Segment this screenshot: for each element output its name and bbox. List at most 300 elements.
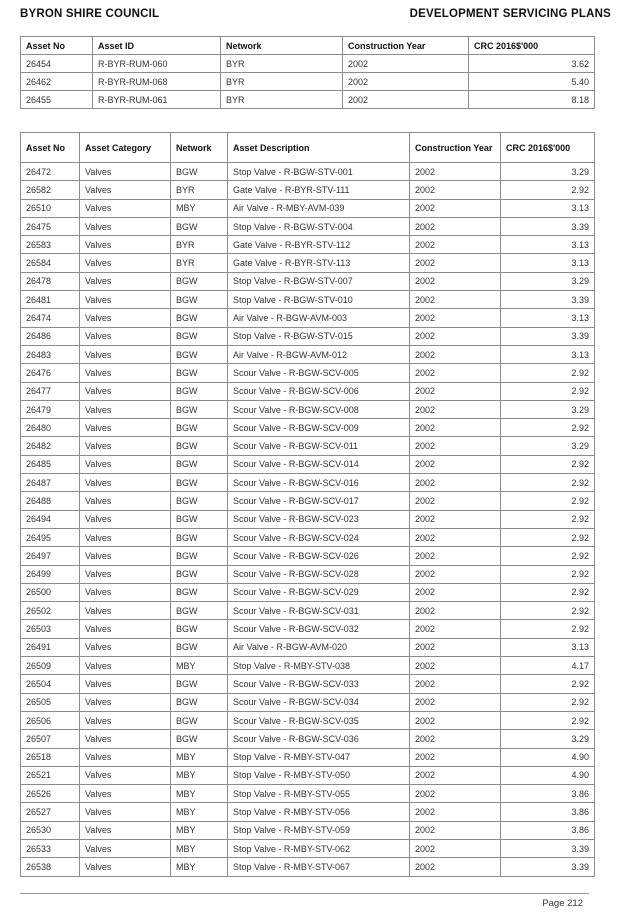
table-cell: 3.29 — [501, 437, 595, 455]
table-cell: Scour Valve - R-BGW-SCV-016 — [228, 474, 410, 492]
table-cell: 5.40 — [469, 73, 595, 91]
table-cell: BGW — [171, 217, 228, 235]
table-cell: 26483 — [21, 345, 80, 363]
table-cell: 2002 — [410, 437, 501, 455]
table-row — [21, 858, 595, 876]
table-cell: Scour Valve - R-BGW-SCV-035 — [228, 711, 410, 729]
table-cell: Stop Valve - R-BGW-STV-015 — [228, 327, 410, 345]
table-row — [21, 766, 595, 784]
table-cell: Stop Valve - R-BGW-STV-007 — [228, 272, 410, 290]
table-cell: BGW — [171, 620, 228, 638]
table-row — [21, 437, 595, 455]
table-cell: 3.13 — [501, 236, 595, 254]
table-cell: BGW — [171, 474, 228, 492]
table-cell: 26495 — [21, 528, 80, 546]
column-header: CRC 2016$'000 — [501, 133, 595, 163]
table-cell: 2002 — [410, 345, 501, 363]
table-cell: 26472 — [21, 163, 80, 181]
table-cell: BYR — [221, 73, 343, 91]
table-cell: MBY — [171, 748, 228, 766]
table-cell: 26538 — [21, 858, 80, 876]
table-cell: 26509 — [21, 657, 80, 675]
table-row — [21, 236, 595, 254]
table-cell: 2002 — [410, 839, 501, 857]
table-cell: 3.13 — [501, 638, 595, 656]
table-cell: Valves — [80, 474, 171, 492]
table-header-row — [21, 133, 595, 163]
column-header: Construction Year — [410, 133, 501, 163]
table-cell: 26505 — [21, 693, 80, 711]
table-cell: MBY — [171, 199, 228, 217]
table-cell: 2002 — [410, 711, 501, 729]
table-cell: 2.92 — [501, 528, 595, 546]
summary-table-body — [21, 55, 595, 109]
table-cell: 2.92 — [501, 711, 595, 729]
table-cell: 2002 — [410, 382, 501, 400]
table-cell: 2002 — [410, 455, 501, 473]
table-cell: R-BYR-RUM-068 — [93, 73, 221, 91]
table-cell: BGW — [171, 711, 228, 729]
table-row — [21, 291, 595, 309]
summary-asset-table — [20, 36, 595, 109]
table-row — [21, 181, 595, 199]
table-cell: 2.92 — [501, 474, 595, 492]
table-cell: Valves — [80, 345, 171, 363]
table-cell: 26521 — [21, 766, 80, 784]
table-cell: 2.92 — [501, 492, 595, 510]
table-cell: 2002 — [410, 254, 501, 272]
table-row — [21, 474, 595, 492]
table-cell: Valves — [80, 364, 171, 382]
table-cell: 26510 — [21, 199, 80, 217]
table-cell: 26530 — [21, 821, 80, 839]
table-cell: Stop Valve - R-MBY-STV-056 — [228, 803, 410, 821]
table-row — [21, 620, 595, 638]
organization-name: BYRON SHIRE COUNCIL — [20, 8, 160, 20]
valve-asset-table — [20, 132, 595, 877]
table-cell: 3.13 — [501, 199, 595, 217]
table-cell: Stop Valve - R-MBY-STV-050 — [228, 766, 410, 784]
table-cell: 26584 — [21, 254, 80, 272]
table-cell: 2002 — [410, 748, 501, 766]
footer-divider — [20, 893, 589, 894]
table-cell: BGW — [171, 547, 228, 565]
page-number: Page 212 — [542, 898, 583, 909]
table-cell: 3.13 — [501, 309, 595, 327]
table-cell: Stop Valve - R-MBY-STV-062 — [228, 839, 410, 857]
table-cell: 2.92 — [501, 602, 595, 620]
table-row — [21, 547, 595, 565]
table-cell: 26491 — [21, 638, 80, 656]
table-cell: BGW — [171, 272, 228, 290]
table-cell: Valves — [80, 217, 171, 235]
table-cell: Valves — [80, 803, 171, 821]
column-header: Asset No — [21, 37, 93, 55]
table-cell: 26462 — [21, 73, 93, 91]
table-cell: 26480 — [21, 419, 80, 437]
table-cell: BGW — [171, 638, 228, 656]
table-cell: Scour Valve - R-BGW-SCV-014 — [228, 455, 410, 473]
table-cell: 2.92 — [501, 547, 595, 565]
table-cell: Valves — [80, 547, 171, 565]
table-row — [21, 657, 595, 675]
table-cell: Scour Valve - R-BGW-SCV-017 — [228, 492, 410, 510]
table-cell: 2002 — [410, 364, 501, 382]
valve-table-body — [21, 163, 595, 877]
table-cell: BGW — [171, 675, 228, 693]
table-cell: 26482 — [21, 437, 80, 455]
table-row — [21, 55, 595, 73]
table-row — [21, 839, 595, 857]
table-cell: Valves — [80, 583, 171, 601]
table-cell: 26478 — [21, 272, 80, 290]
table-cell: Valves — [80, 528, 171, 546]
table-cell: Valves — [80, 382, 171, 400]
table-row — [21, 309, 595, 327]
table-cell: MBY — [171, 821, 228, 839]
table-cell: 2002 — [410, 272, 501, 290]
table-cell: 26494 — [21, 510, 80, 528]
table-cell: BGW — [171, 583, 228, 601]
column-header: Asset Category — [80, 133, 171, 163]
table-row — [21, 199, 595, 217]
table-cell: Valves — [80, 419, 171, 437]
table-row — [21, 510, 595, 528]
table-cell: Valves — [80, 400, 171, 418]
table-row — [21, 73, 595, 91]
table-cell: Valves — [80, 437, 171, 455]
table-cell: Valves — [80, 766, 171, 784]
table-cell: 2002 — [343, 73, 469, 91]
table-cell: 26476 — [21, 364, 80, 382]
document-title: DEVELOPMENT SERVICING PLANS — [409, 8, 611, 20]
column-header: Asset No — [21, 133, 80, 163]
table-cell: Air Valve - R-BGW-AVM-012 — [228, 345, 410, 363]
table-cell: R-BYR-RUM-060 — [93, 55, 221, 73]
table-cell: Valves — [80, 510, 171, 528]
table-cell: Valves — [80, 236, 171, 254]
table-row — [21, 455, 595, 473]
table-cell: Valves — [80, 163, 171, 181]
table-cell: 2002 — [410, 181, 501, 199]
table-cell: Stop Valve - R-MBY-STV-055 — [228, 785, 410, 803]
table-cell: 2.92 — [501, 364, 595, 382]
table-cell: Valves — [80, 272, 171, 290]
table-cell: 3.39 — [501, 327, 595, 345]
table-cell: 2.92 — [501, 620, 595, 638]
table-cell: 3.29 — [501, 730, 595, 748]
table-cell: Valves — [80, 309, 171, 327]
table-cell: 26506 — [21, 711, 80, 729]
table-cell: 3.39 — [501, 858, 595, 876]
table-cell: 26485 — [21, 455, 80, 473]
table-row — [21, 730, 595, 748]
table-cell: 26487 — [21, 474, 80, 492]
table-cell: 2002 — [410, 474, 501, 492]
table-cell: Valves — [80, 602, 171, 620]
table-cell: Valves — [80, 327, 171, 345]
table-cell: BGW — [171, 510, 228, 528]
table-cell: 2.92 — [501, 583, 595, 601]
table-cell: BGW — [171, 730, 228, 748]
table-cell: BGW — [171, 291, 228, 309]
table-cell: 3.13 — [501, 345, 595, 363]
table-cell: Valves — [80, 675, 171, 693]
table-cell: 2002 — [410, 821, 501, 839]
table-cell: 2002 — [410, 766, 501, 784]
table-cell: BGW — [171, 400, 228, 418]
table-cell: 2002 — [410, 803, 501, 821]
table-cell: Valves — [80, 181, 171, 199]
table-cell: 2002 — [410, 730, 501, 748]
table-cell: 26518 — [21, 748, 80, 766]
table-cell: 2002 — [410, 565, 501, 583]
table-cell: 2002 — [410, 620, 501, 638]
table-row — [21, 803, 595, 821]
table-cell: 26502 — [21, 602, 80, 620]
table-cell: Valves — [80, 291, 171, 309]
table-row — [21, 272, 595, 290]
table-row — [21, 419, 595, 437]
table-cell: 26533 — [21, 839, 80, 857]
table-cell: 26583 — [21, 236, 80, 254]
table-cell: BGW — [171, 345, 228, 363]
table-cell: BGW — [171, 565, 228, 583]
table-cell: Scour Valve - R-BGW-SCV-032 — [228, 620, 410, 638]
table-row — [21, 528, 595, 546]
table-cell: BGW — [171, 163, 228, 181]
table-cell: 2002 — [410, 163, 501, 181]
table-row — [21, 638, 595, 656]
table-row — [21, 693, 595, 711]
table-cell: 26504 — [21, 675, 80, 693]
table-cell: Scour Valve - R-BGW-SCV-005 — [228, 364, 410, 382]
table-cell: Valves — [80, 565, 171, 583]
table-cell: 3.86 — [501, 785, 595, 803]
table-row — [21, 785, 595, 803]
table-cell: BGW — [171, 437, 228, 455]
column-header: CRC 2016$'000 — [469, 37, 595, 55]
table-cell: Scour Valve - R-BGW-SCV-009 — [228, 419, 410, 437]
table-cell: Air Valve - R-MBY-AVM-039 — [228, 199, 410, 217]
table-cell: BYR — [221, 91, 343, 109]
table-cell: 2.92 — [501, 693, 595, 711]
table-cell: 3.86 — [501, 821, 595, 839]
table-cell: MBY — [171, 785, 228, 803]
table-cell: Scour Valve - R-BGW-SCV-026 — [228, 547, 410, 565]
table-cell: 26474 — [21, 309, 80, 327]
table-cell: 2.92 — [501, 455, 595, 473]
column-header: Asset Description — [228, 133, 410, 163]
table-cell: BGW — [171, 528, 228, 546]
table-cell: Valves — [80, 858, 171, 876]
table-cell: 3.39 — [501, 839, 595, 857]
table-cell: Valves — [80, 492, 171, 510]
table-cell: 3.62 — [469, 55, 595, 73]
table-cell: 26507 — [21, 730, 80, 748]
table-cell: Scour Valve - R-BGW-SCV-034 — [228, 693, 410, 711]
table-row — [21, 748, 595, 766]
table-cell: Valves — [80, 821, 171, 839]
table-cell: 26481 — [21, 291, 80, 309]
column-header: Asset ID — [93, 37, 221, 55]
table-row — [21, 327, 595, 345]
table-cell: 2.92 — [501, 510, 595, 528]
table-cell: Stop Valve - R-MBY-STV-038 — [228, 657, 410, 675]
table-cell: 2002 — [410, 419, 501, 437]
table-cell: 26497 — [21, 547, 80, 565]
table-cell: 2002 — [410, 291, 501, 309]
table-cell: 8.18 — [469, 91, 595, 109]
table-cell: Scour Valve - R-BGW-SCV-011 — [228, 437, 410, 455]
table-cell: 2002 — [410, 547, 501, 565]
table-cell: 26479 — [21, 400, 80, 418]
table-cell: 4.90 — [501, 766, 595, 784]
table-cell: 2002 — [410, 327, 501, 345]
table-cell: Valves — [80, 693, 171, 711]
table-cell: 2002 — [410, 583, 501, 601]
table-cell: BGW — [171, 492, 228, 510]
table-cell: 2002 — [410, 785, 501, 803]
table-cell: BGW — [171, 327, 228, 345]
table-cell: Gate Valve - R-BYR-STV-112 — [228, 236, 410, 254]
table-row — [21, 400, 595, 418]
table-cell: Scour Valve - R-BGW-SCV-006 — [228, 382, 410, 400]
table-cell: Stop Valve - R-MBY-STV-059 — [228, 821, 410, 839]
table-cell: 3.29 — [501, 272, 595, 290]
table-cell: 26486 — [21, 327, 80, 345]
table-cell: Valves — [80, 785, 171, 803]
table-cell: BYR — [171, 181, 228, 199]
column-header: Construction Year — [343, 37, 469, 55]
page-header — [20, 8, 611, 20]
table-cell: 26477 — [21, 382, 80, 400]
table-cell: 2002 — [410, 492, 501, 510]
table-row — [21, 583, 595, 601]
table-cell: Scour Valve - R-BGW-SCV-029 — [228, 583, 410, 601]
table-row — [21, 254, 595, 272]
table-cell: MBY — [171, 803, 228, 821]
table-cell: Scour Valve - R-BGW-SCV-024 — [228, 528, 410, 546]
table-cell: MBY — [171, 766, 228, 784]
table-cell: 26455 — [21, 91, 93, 109]
table-cell: 2002 — [343, 91, 469, 109]
column-header: Network — [221, 37, 343, 55]
table-cell: BGW — [171, 455, 228, 473]
table-cell: Gate Valve - R-BYR-STV-113 — [228, 254, 410, 272]
table-cell: Gate Valve - R-BYR-STV-111 — [228, 181, 410, 199]
table-cell: 26499 — [21, 565, 80, 583]
table-cell: Scour Valve - R-BGW-SCV-033 — [228, 675, 410, 693]
table-cell: 26582 — [21, 181, 80, 199]
table-cell: 26526 — [21, 785, 80, 803]
table-cell: 2.92 — [501, 675, 595, 693]
table-cell: 3.29 — [501, 400, 595, 418]
table-row — [21, 217, 595, 235]
table-cell: 2002 — [410, 217, 501, 235]
table-cell: 2002 — [410, 400, 501, 418]
table-cell: Air Valve - R-BGW-AVM-020 — [228, 638, 410, 656]
table-cell: 2002 — [410, 309, 501, 327]
table-row — [21, 565, 595, 583]
table-cell: R-BYR-RUM-061 — [93, 91, 221, 109]
table-cell: 3.86 — [501, 803, 595, 821]
table-cell: 3.29 — [501, 163, 595, 181]
table-cell: BYR — [171, 254, 228, 272]
table-cell: 3.39 — [501, 217, 595, 235]
table-cell: 2002 — [410, 528, 501, 546]
table-cell: Valves — [80, 839, 171, 857]
table-cell: 2002 — [410, 236, 501, 254]
table-cell: 2002 — [410, 638, 501, 656]
table-cell: Valves — [80, 455, 171, 473]
table-cell: 2.92 — [501, 382, 595, 400]
table-cell: Scour Valve - R-BGW-SCV-031 — [228, 602, 410, 620]
table-cell: 26475 — [21, 217, 80, 235]
table-cell: Scour Valve - R-BGW-SCV-023 — [228, 510, 410, 528]
table-cell: BGW — [171, 309, 228, 327]
table-cell: 3.13 — [501, 254, 595, 272]
table-cell: Scour Valve - R-BGW-SCV-036 — [228, 730, 410, 748]
table-row — [21, 602, 595, 620]
column-header: Network — [171, 133, 228, 163]
table-cell: 2002 — [410, 657, 501, 675]
table-row — [21, 492, 595, 510]
table-cell: BGW — [171, 419, 228, 437]
table-row — [21, 382, 595, 400]
table-cell: 2.92 — [501, 181, 595, 199]
table-row — [21, 364, 595, 382]
table-cell: Scour Valve - R-BGW-SCV-008 — [228, 400, 410, 418]
table-cell: Stop Valve - R-BGW-STV-001 — [228, 163, 410, 181]
table-cell: 26454 — [21, 55, 93, 73]
table-cell: Air Valve - R-BGW-AVM-003 — [228, 309, 410, 327]
table-cell: BYR — [171, 236, 228, 254]
table-cell: Valves — [80, 730, 171, 748]
table-cell: Valves — [80, 620, 171, 638]
table-cell: Valves — [80, 711, 171, 729]
table-cell: MBY — [171, 657, 228, 675]
table-cell: MBY — [171, 858, 228, 876]
table-cell: 2002 — [343, 55, 469, 73]
table-cell: Stop Valve - R-MBY-STV-047 — [228, 748, 410, 766]
table-cell: BGW — [171, 693, 228, 711]
table-row — [21, 821, 595, 839]
table-cell: 26488 — [21, 492, 80, 510]
table-row — [21, 163, 595, 181]
table-cell: 3.39 — [501, 291, 595, 309]
table-cell: BGW — [171, 364, 228, 382]
table-cell: Scour Valve - R-BGW-SCV-028 — [228, 565, 410, 583]
table-row — [21, 345, 595, 363]
table-cell: 2002 — [410, 602, 501, 620]
table-cell: BGW — [171, 382, 228, 400]
table-row — [21, 675, 595, 693]
table-cell: 2002 — [410, 693, 501, 711]
table-cell: Stop Valve - R-BGW-STV-004 — [228, 217, 410, 235]
table-cell: 2.92 — [501, 565, 595, 583]
table-cell: 2002 — [410, 858, 501, 876]
table-cell: Valves — [80, 657, 171, 675]
table-cell: Stop Valve - R-BGW-STV-010 — [228, 291, 410, 309]
table-header-row — [21, 37, 595, 55]
table-cell: Valves — [80, 748, 171, 766]
table-cell: Valves — [80, 199, 171, 217]
table-cell: 2002 — [410, 675, 501, 693]
table-cell: BYR — [221, 55, 343, 73]
table-cell: 26500 — [21, 583, 80, 601]
table-cell: Valves — [80, 638, 171, 656]
